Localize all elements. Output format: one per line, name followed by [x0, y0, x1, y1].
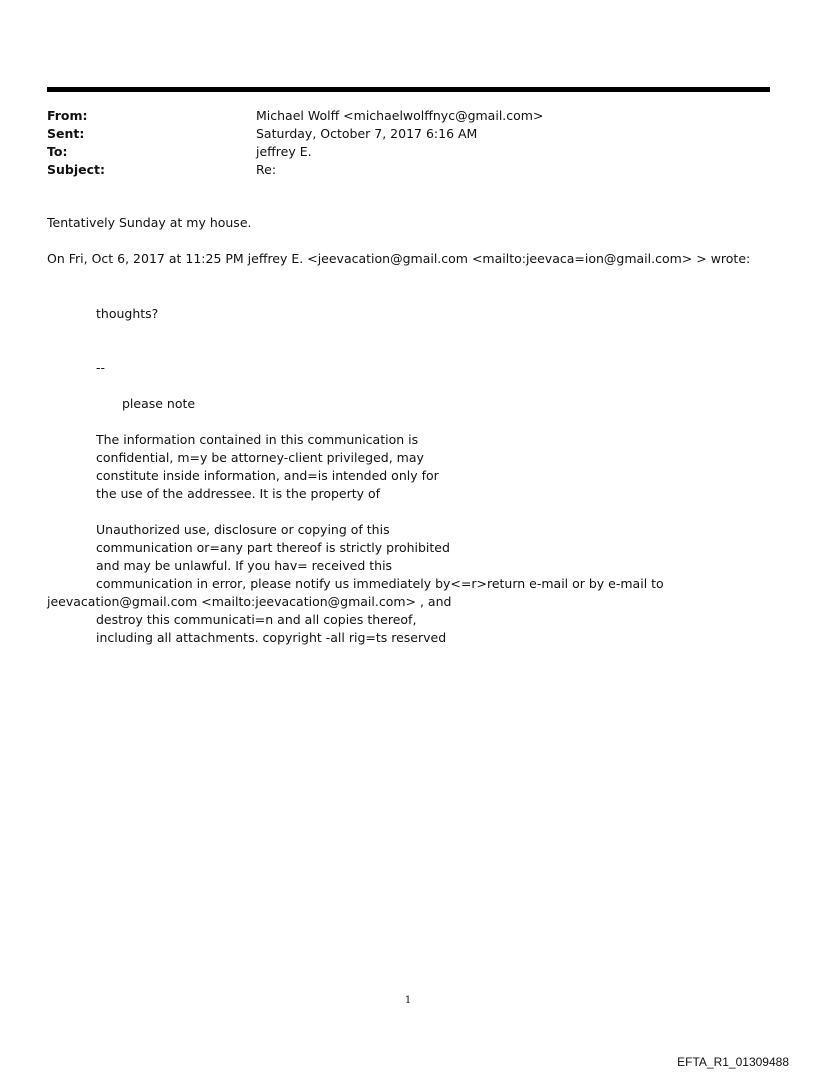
quoted-message: thoughts?: [96, 306, 159, 321]
from-value: Michael Wolff <michaelwolffnyc@gmail.com>: [256, 108, 544, 123]
disclaimer-line: communication in error, please notify us immediately by<=r>return e-mail or by e-mail to: [96, 576, 664, 591]
please-note: please note: [122, 396, 196, 411]
subject-label: Subject:: [47, 162, 105, 177]
to-label: To:: [47, 144, 68, 159]
reply-text: Tentatively Sunday at my house.: [47, 215, 252, 230]
sent-value: Saturday, October 7, 2017 6:16 AM: [256, 126, 478, 141]
page-number: 1: [404, 995, 412, 1006]
document-id: EFTA_R1_01309488: [677, 1055, 789, 1069]
disclaimer-line: destroy this communicati=n and all copies thereof,: [96, 612, 417, 627]
disclaimer-line: confidential, m=y be attorney-client privileged, may: [96, 450, 424, 465]
disclaimer-line: Unauthorized use, disclosure or copying of this: [96, 522, 390, 537]
disclaimer-line: The information contained in this communication is: [96, 432, 419, 447]
header-rule: [47, 87, 770, 92]
disclaimer-paragraph-3: [96, 611, 446, 647]
disclaimer-line: and may be unlawful. If you hav= received this: [96, 558, 393, 573]
disclaimer-line: communication or=any part thereof is strictly prohibited: [96, 540, 450, 555]
to-value: jeffrey E.: [256, 144, 312, 159]
disclaimer-email-line: jeevacation@gmail.com <mailto:jeevacation@gmail.com> , and: [47, 594, 452, 609]
from-label: From:: [47, 108, 88, 123]
subject-value: Re:: [256, 162, 277, 177]
disclaimer-line: including all attachments. copyright -all rig=ts reserved: [96, 630, 447, 645]
quote-intro: On Fri, Oct 6, 2017 at 11:25 PM jeffrey E. <jeevacation@gmail.com <mailto:jeevaca=ion@gmail.com> > wrote:: [47, 251, 751, 266]
disclaimer-paragraph-2: [96, 521, 664, 593]
disclaimer-paragraph-1: [96, 431, 439, 503]
sent-label: Sent:: [47, 126, 85, 141]
disclaimer-line: the use of the addressee. It is the property of: [96, 486, 381, 501]
disclaimer-line: constitute inside information, and=is intended only for: [96, 468, 439, 483]
signature-separator: --: [96, 360, 106, 375]
